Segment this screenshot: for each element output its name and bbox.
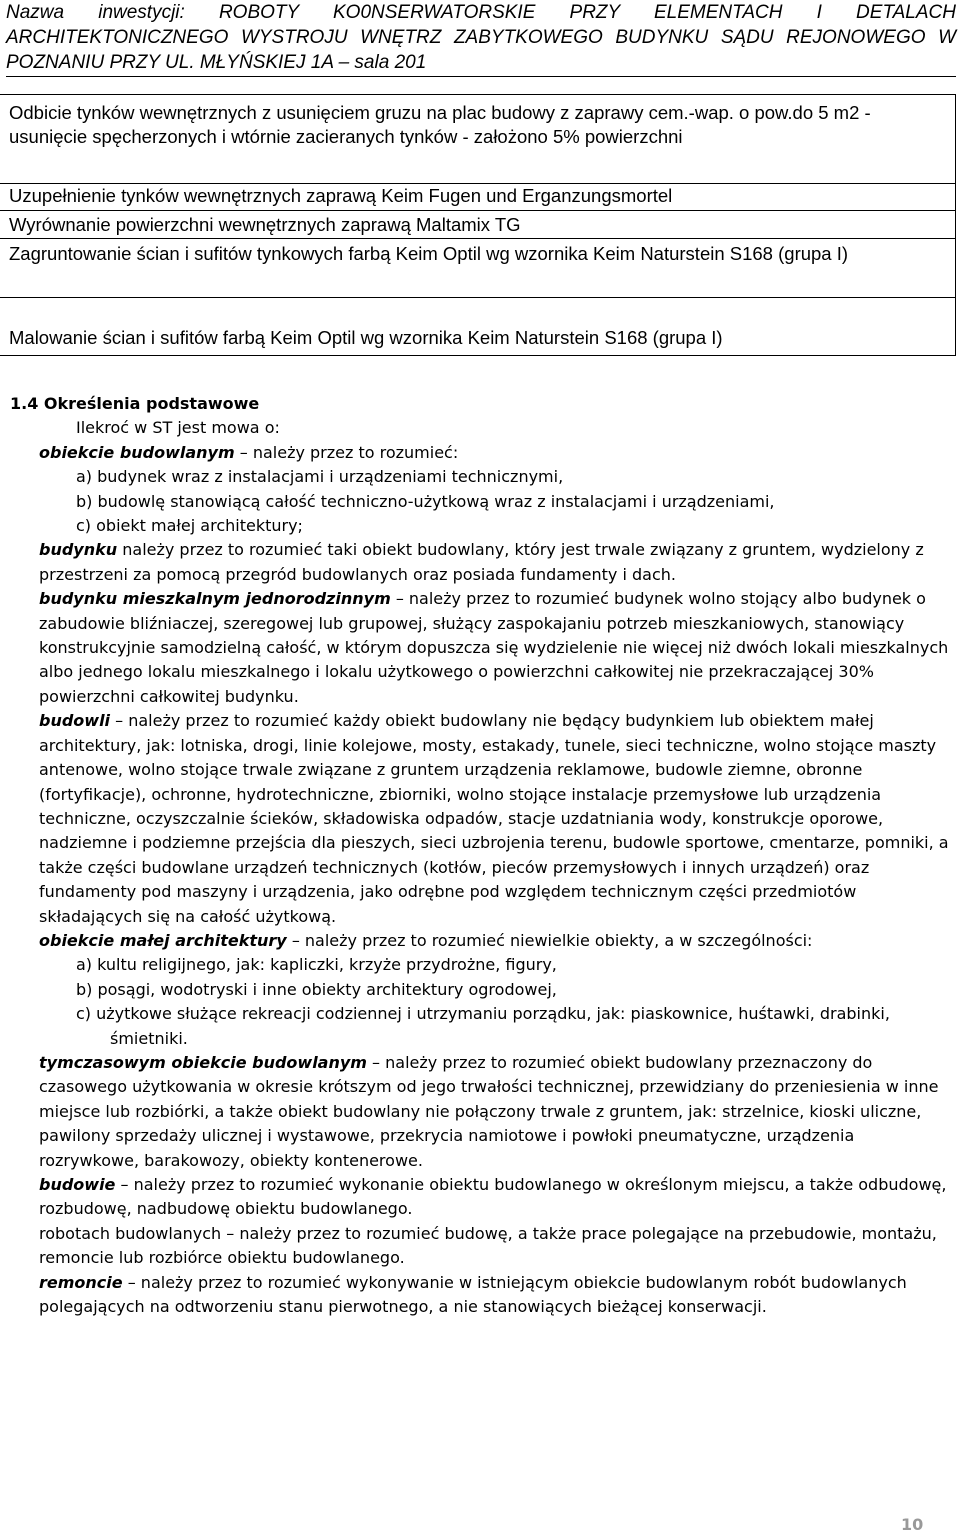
definition-obiekt-budowlany [10, 441, 956, 465]
definition-roboty-budowlane: robotach budowlanych – należy przez to rozumieć budowę, a także prace polegające na przebudowie, montażu, remoncie lub rozbiórce obiektu budowlanego. [39, 1223, 937, 1268]
definition-obiekt-tymczasowy [10, 1051, 956, 1173]
definition-term: budynku mieszkalnym jednorodzinnym [39, 589, 391, 609]
table-row: Odbicie tynków wewnętrznych z usunięciem gruzu na plac budowy z zaprawy cem.-wap. o pow.do 5 m2 - usunięcie spęcherzonych i wtórnie zacieranych tynków - założono 5% powierzchni [0, 95, 955, 184]
definition-text: – należy przez to rozumieć wykonanie obiektu budowlanego w określonym miejscu, a także odbudowę, rozbudowę, nadbudowę obiektu budowlanego. [39, 1175, 947, 1219]
definition-term: budowie [39, 1175, 116, 1194]
list-item: a) budynek wraz z instalacjami i urządzeniami technicznymi, [76, 467, 564, 487]
list-item: b) posągi, wodotryski i inne obiekty architektury ogrodowej, [76, 979, 557, 999]
definition-remont [10, 1271, 956, 1320]
definitions-section [10, 392, 956, 1319]
table-row: Malowanie ścian i sufitów farbą Keim Optil wg wzornika Keim Naturstein S168 (grupa I) [0, 298, 955, 356]
definition-text: – należy przez to rozumieć niewielkie obiekty, a w szczególności: [286, 930, 813, 950]
definition-mala-architektura [10, 929, 956, 953]
definition-budynek [10, 538, 956, 587]
definition-text: należy przez to rozumieć taki obiekt budowlany, który jest trwale związany z gruntem, wydzielony z przestrzeni za pomocą przegród budowlanych oraz posiada fundamenty i dach. [39, 540, 924, 584]
header-divider [6, 76, 956, 77]
definition-term: budowli [39, 711, 111, 731]
definition-budowla [10, 709, 956, 929]
works-table [0, 94, 956, 356]
list-item: a) kultu religijnego, jak: kapliczki, krzyże przydrożne, figury, [76, 955, 557, 975]
definition-text: – należy przez to rozumieć budynek wolno stojący albo budynek o zabudowie bliźniaczej, szeregowej lub grupowej, służący zaspokajaniu potrzeb mieszkaniowych, stanowiący konstrukcyjnie samodzielną całość, w którym dopuszcza się wydzielenie nie więcej niż dwóch lokali mieszkalnych albo jednego lokalu mieszkalnego i lokalu użytkowego o powierzchni całkowitej nie przekraczającej 30% powierzchni całkowitej budynku. [39, 589, 949, 706]
section-intro: Ilekroć w ST jest mowa o: [76, 418, 280, 438]
table-row: Zagruntowanie ścian i sufitów tynkowych farbą Keim Optil wg wzornika Keim Naturstein S168 (grupa I) [0, 239, 955, 298]
section-title: 1.4 Określenia podstawowe [10, 394, 260, 413]
definition-term: obiekcie budowlanym [39, 442, 235, 462]
definition-text: – należy przez to rozumieć: [234, 442, 459, 462]
document-header: Nazwa inwestycji: ROBOTY KO0NSERWATORSKIE PRZY ELEMENTACH I DETALACH ARCHITEKTONICZNEGO WYSTROJU WNĘTRZ ZABYTKOWEGO BUDYNKU SĄDU REJONOWEGO W POZNANIU PRZY UL. MŁYŃSKIEJ 1A – sala 201 [6, 2, 956, 73]
definition-term: tymczasowym obiekcie budowlanym [39, 1052, 367, 1072]
definition-term: budynku [39, 540, 118, 560]
table-row: Uzupełnienie tynków wewnętrznych zaprawą Keim Fugen und Erganzungsmortel [0, 184, 955, 211]
definition-budynek-mieszkalny [10, 587, 956, 709]
list-item: b) budowlę stanowiącą całość techniczno-użytkową wraz z instalacjami i urządzeniami, [76, 491, 775, 511]
definition-text: – należy przez to rozumieć wykonywanie w istniejącym obiekcie budowlanym robót budowlanych polegających na odtworzeniu stanu pierwotnego, a nie stanowiących bieżącej konserwacji. [39, 1272, 907, 1317]
definition-budowa [10, 1173, 956, 1222]
table-row: Wyrównanie powierzchni wewnętrznych zaprawą Maltamix TG [0, 211, 955, 239]
definition-term: remoncie [39, 1272, 123, 1292]
definition-term: obiekcie małej architektury [39, 930, 287, 950]
list-item: c) obiekt małej architektury; [76, 516, 303, 536]
definition-text: – należy przez to rozumieć każdy obiekt budowlany nie będący budynkiem lub obiektem małej architektury, jak: lotniska, drogi, linie kolejowe, mosty, estakady, tunele, sieci techniczne, wolno stojące maszty antenowe, wolno stojące trwale związane z gruntem urządzenia reklamowe, budowle ziemne, obronne (fortyfikacje), ochronne, hydrotechniczne, zbiorniki, wolno stojące instalacje przemysłowe lub urządzenia techniczne, oczyszczalnie ścieków, składowiska odpadów, stacje uzdatniania wody, konstrukcje oporowe, nadziemne i podziemne przejścia dla pieszych, sieci uzbrojenia terenu, budowle sportowe, cmentarze, pomniki, a także części budowlane urządzeń technicznych (kotłów, pieców przemysłowych i innych urządzeń) oraz fundamenty pod maszyny i urządzenia, jako odrębne pod względem technicznym części przedmiotów składających się na całość użytkową. [39, 711, 949, 926]
page-number: 10 [901, 1515, 924, 1534]
definition-text: – należy przez to rozumieć obiekt budowlany przeznaczony do czasowego użytkowania w okresie krótszym od jego trwałości technicznej, przewidziany do przeniesienia w inne miejsce lub rozbiórki, a także obiekt budowlany nie połączony trwale z gruntem, jak: strzelnice, kioski uliczne, pawilony sprzedaży ulicznej i wystawowe, przekrycia namiotowe i powłoki pneumatyczne, urządzenia rozrywkowe, barakowozy, obiekty kontenerowe. [39, 1052, 939, 1170]
list-item: c) użytkowe służące rekreacji codziennej i utrzymaniu porządku, jak: piaskownice, huśtawki, drabinki, śmietniki. [76, 1004, 890, 1048]
